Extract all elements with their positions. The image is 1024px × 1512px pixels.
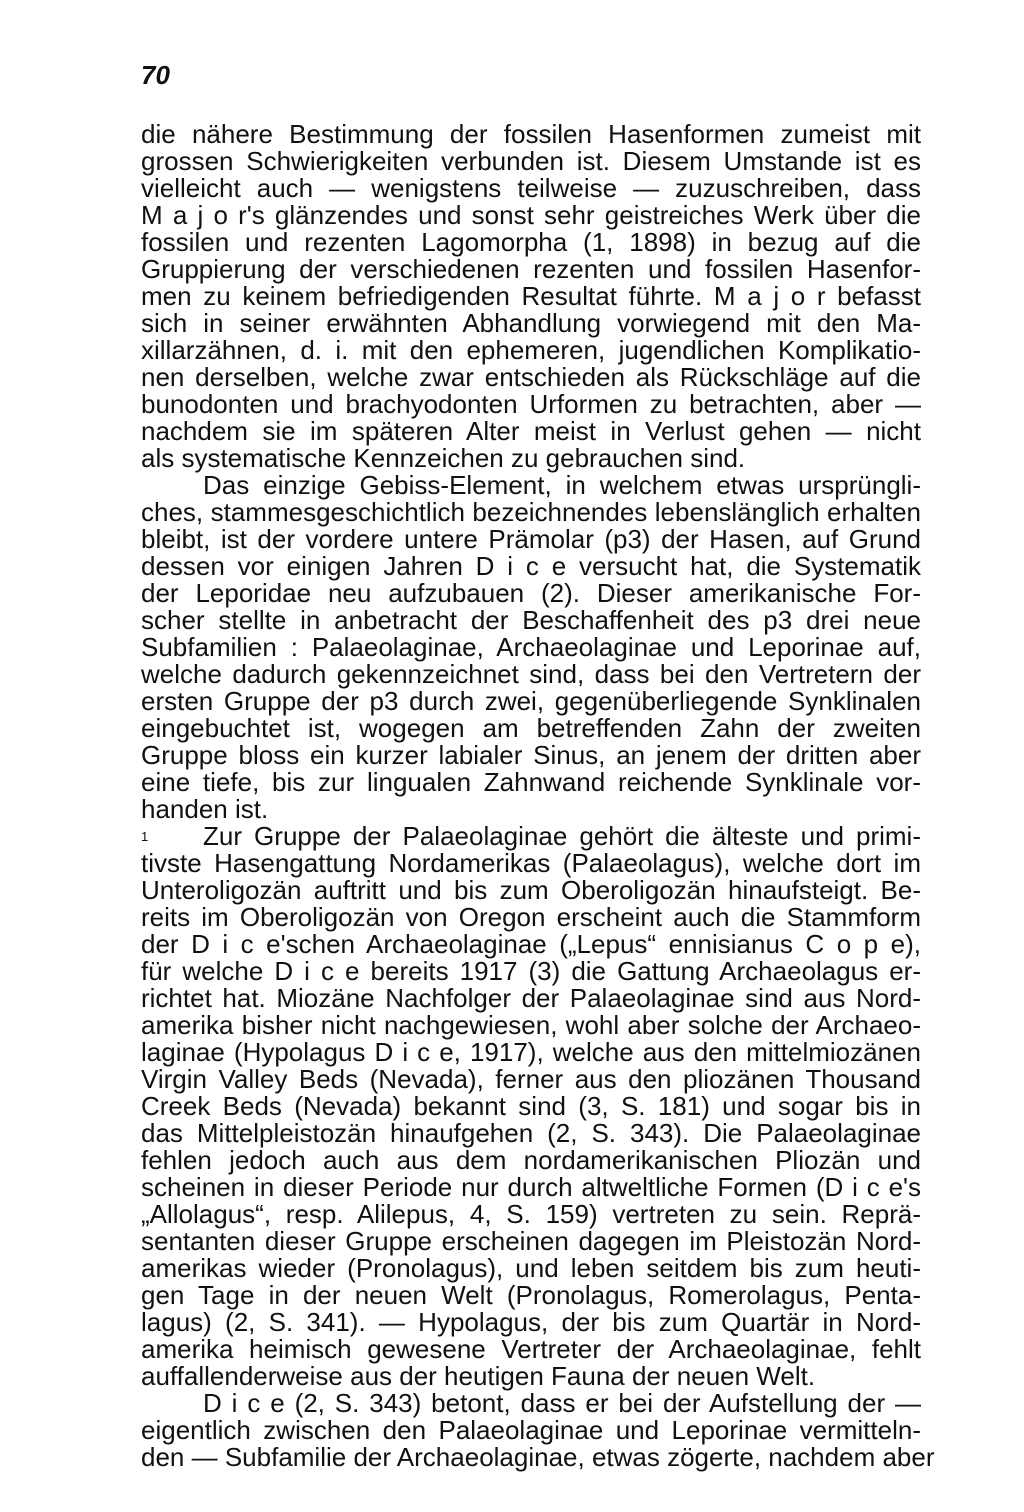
text-line [141, 121, 921, 148]
text-line-content: M a j o r's glänzendes und sonst sehr geistreiches Werk über die [141, 200, 921, 230]
text-line [141, 526, 921, 553]
text-line [141, 229, 921, 256]
text-line [141, 1201, 921, 1228]
text-line-content: lagus) (2, S. 341). — Hypolagus, der bis zum Quartär in Nord- [141, 1307, 921, 1337]
text-line [141, 850, 921, 877]
text-line-content: Zur Gruppe der Palaeolaginae gehört die älteste und primi- [203, 821, 921, 851]
text-line-content: men zu keinem befriedigenden Resultat führte. M a j o r befasst [141, 281, 921, 311]
text-line-content: bunodonten und brachyodonten Urformen zu betrachten, aber — [141, 389, 921, 419]
text-line [141, 1039, 921, 1066]
text-line [141, 337, 921, 364]
text-line-content: D i c e (2, S. 343) betont, dass er bei der Aufstellung der — [203, 1388, 921, 1418]
text-line-content: laginae (Hypolagus D i c e, 1917), welche aus den mittelmiozänen [141, 1037, 921, 1067]
text-line [141, 472, 921, 499]
text-line [141, 661, 921, 688]
text-line-content: gen Tage in der neuen Welt (Pronolagus, Romerolagus, Penta- [141, 1280, 921, 1310]
text-line-content: fehlen jedoch auch aus dem nordamerikanischen Pliozän und [141, 1145, 921, 1175]
text-line [141, 1336, 921, 1363]
text-line [141, 1012, 921, 1039]
text-line-content: amerikas wieder (Pronolagus), und leben seitdem bis zum heuti- [141, 1253, 921, 1283]
text-line [141, 391, 921, 418]
text-line-content: „Allolagus“, resp. Alilepus, 4, S. 159) vertreten zu sein. Reprä- [141, 1199, 921, 1229]
text-line-content: Creek Beds (Nevada) bekannt sind (3, S. 181) und sogar bis in [141, 1091, 921, 1121]
text-line [141, 823, 921, 850]
text-line [141, 931, 921, 958]
text-line [141, 580, 921, 607]
text-line-content: der Leporidae neu aufzubauen (2). Dieser amerikanische For- [141, 578, 921, 608]
text-line [141, 1174, 921, 1201]
text-line-content: Subfamilien : Palaeolaginae, Archaeolaginae und Leporinae auf, [141, 632, 921, 662]
text-line [141, 958, 921, 985]
text-line [141, 1228, 921, 1255]
text-line-content: grossen Schwierigkeiten verbunden ist. Diesem Umstande ist es [141, 146, 921, 176]
text-line [141, 310, 921, 337]
text-line-content: sentanten dieser Gruppe erscheinen dagegen im Pleistozän Nord- [141, 1226, 921, 1256]
text-line [141, 1120, 921, 1147]
text-line-content: scher stellte in anbetracht der Beschaffenheit des p3 drei neue [141, 605, 921, 635]
text-line-content: richtet hat. Miozäne Nachfolger der Palaeolaginae sind aus Nord- [141, 983, 921, 1013]
text-line [141, 202, 921, 229]
text-line [141, 256, 921, 283]
text-line-content: ches, stammesgeschichtlich bezeichnendes lebenslänglich erhalten [141, 497, 921, 527]
text-line-content: Das einzige Gebiss-Element, in welchem etwas ursprüngli- [203, 470, 921, 500]
text-line-content: handen ist. [141, 794, 269, 824]
text-line [141, 1093, 921, 1120]
text-line [141, 175, 921, 202]
page-number: 70 [141, 60, 170, 90]
text-line [141, 1363, 921, 1390]
text-line-content: reits im Oberoligozän von Oregon erscheint auch die Stammform [141, 902, 921, 932]
text-line-content: sich in seiner erwähnten Abhandlung vorwiegend mit den Ma- [141, 308, 921, 338]
text-line-content: das Mittelpleistozän hinaufgehen (2, S. 343). Die Palaeolaginae [141, 1118, 921, 1148]
text-line-content: nachdem sie im späteren Alter meist in Verlust gehen — nicht [141, 416, 921, 446]
text-line-content: Gruppe bloss ein kurzer labialer Sinus, an jenem der dritten aber [141, 740, 921, 770]
text-line-content: tivste Hasengattung Nordamerikas (Palaeolagus), welche dort im [141, 848, 921, 878]
text-line [141, 742, 921, 769]
text-line-content: vielleicht auch — wenigstens teilweise — zuzuschreiben, dass [141, 173, 921, 203]
text-line-content: für welche D i c e bereits 1917 (3) die Gattung Archaeolagus er- [141, 956, 921, 986]
text-line [141, 796, 921, 823]
text-line-content: amerika heimisch gewesene Vertreter der Archaeolaginae, fehlt [141, 1334, 921, 1364]
text-line [141, 1147, 921, 1174]
text-line-content: fossilen und rezenten Lagomorpha (1, 1898) in bezug auf die [141, 227, 921, 257]
text-line-content: Virgin Valley Beds (Nevada), ferner aus den pliozänen Thousand [141, 1064, 921, 1094]
text-line [141, 445, 921, 472]
text-line-content: xillarzähnen, d. i. mit den ephemeren, jugendlichen Komplikatio- [141, 335, 921, 365]
text-line [141, 1417, 921, 1444]
text-line [141, 1255, 921, 1282]
text-line [141, 1309, 921, 1336]
text-line-content: eigentlich zwischen den Palaeolaginae und Leporinae vermitteln- [141, 1415, 921, 1445]
text-line [141, 364, 921, 391]
text-line-content: der D i c e'schen Archaeolaginae („Lepus“ ennisianus C o p e), [141, 929, 921, 959]
text-line-content: eingebuchtet ist, wogegen am betreffenden Zahn der zweiten [141, 713, 921, 743]
margin-marker: 1 [141, 829, 149, 844]
text-line-content: Unteroligozän auftritt und bis zum Oberoligozän hinaufsteigt. Be- [141, 875, 921, 905]
text-line-content: eine tiefe, bis zur lingualen Zahnwand reichende Synklinale vor- [141, 767, 921, 797]
text-line [141, 877, 921, 904]
text-line [141, 499, 921, 526]
text-line-content: welche dadurch gekennzeichnet sind, dass bei den Vertretern der [141, 659, 921, 689]
text-line-content: die nähere Bestimmung der fossilen Hasenformen zumeist mit [141, 119, 921, 149]
text-line [141, 148, 921, 175]
text-line-content: scheinen in dieser Periode nur durch altweltliche Formen (D i c e's [141, 1172, 921, 1202]
text-line-content: bleibt, ist der vordere untere Prämolar (p3) der Hasen, auf Grund [141, 524, 921, 554]
text-line-content: ersten Gruppe der p3 durch zwei, gegenüberliegende Synklinalen [141, 686, 921, 716]
text-line [141, 1282, 921, 1309]
text-line [141, 985, 921, 1012]
text-line [141, 1390, 921, 1417]
text-line [141, 283, 921, 310]
body-text [141, 119, 935, 1472]
text-line [141, 634, 921, 661]
text-line-content: Gruppierung der verschiedenen rezenten und fossilen Hasenfor- [141, 254, 921, 284]
text-line-content: amerika bisher nicht nachgewiesen, wohl aber solche der Archaeo- [141, 1010, 921, 1040]
text-line [141, 769, 921, 796]
text-line [141, 904, 921, 931]
text-line [141, 715, 921, 742]
text-line-content: dessen vor einigen Jahren D i c e versucht hat, die Systematik [141, 551, 921, 581]
text-line-content: den — Subfamilie der Archaeolaginae, etwas zögerte, nachdem aber [141, 1442, 935, 1472]
text-line [141, 418, 921, 445]
text-line [141, 1066, 921, 1093]
text-line [141, 553, 921, 580]
text-line-content: nen derselben, welche zwar entschieden als Rückschläge auf die [141, 362, 921, 392]
text-line [141, 688, 921, 715]
text-line [141, 1442, 935, 1472]
text-line-content: als systematische Kennzeichen zu gebrauchen sind. [141, 443, 746, 473]
text-line [141, 607, 921, 634]
text-line-content: auffallenderweise aus der heutigen Fauna der neuen Welt. [141, 1361, 816, 1391]
